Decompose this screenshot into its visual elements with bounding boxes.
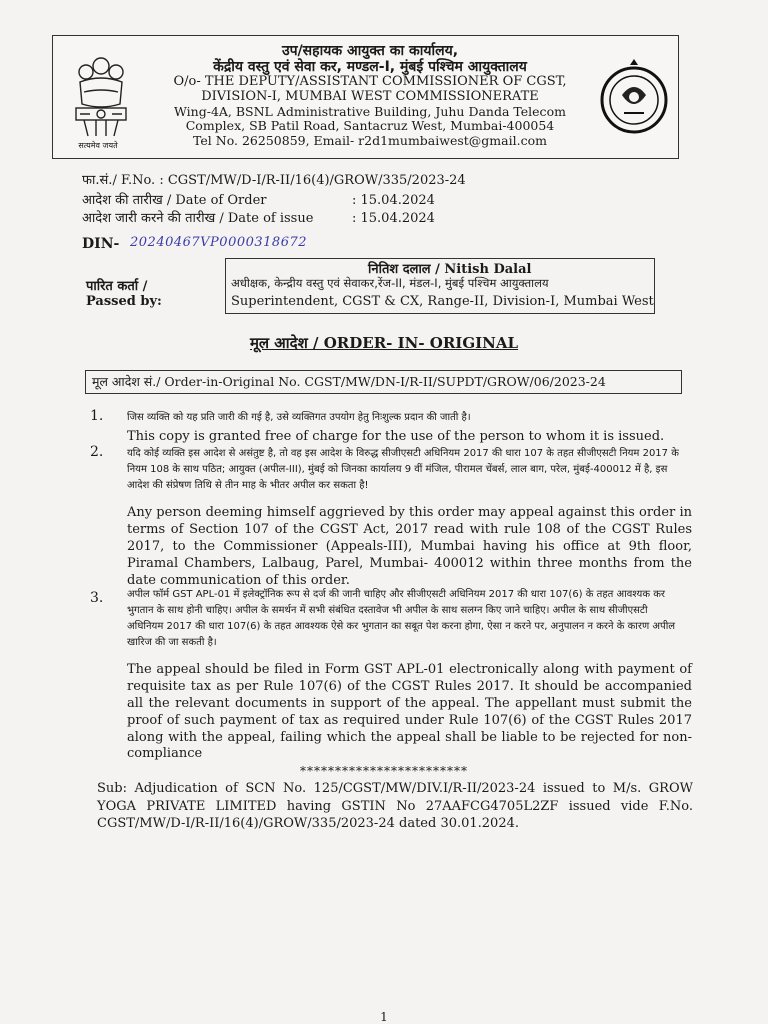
officer-designation-english: Superintendent, CGST & CX, Range-II, Division-I, Mumbai West (231, 294, 654, 309)
paragraph-hindi: जिस व्यक्ति को यह प्रति जारी की गई है, उसे व्यक्तिगत उपयोग हेतु निःशुल्क प्रदान की जाती है। (127, 412, 471, 423)
passed-by-label-english: Passed by: (86, 294, 162, 309)
date-of-issue-value: : 15.04.2024 (352, 211, 435, 226)
passed-by-label-hindi: पारित कर्ता / (86, 279, 148, 294)
page-number: 1 (380, 1010, 388, 1024)
address-line-2: Complex, SB Patil Road, Santacruz West, Mumbai-400054 (185, 118, 555, 134)
contact-line: Tel No. 26250859, Email- r2d1mumbaiwest@gmail.com (193, 132, 547, 148)
paragraph-hindi: यदि कोई व्यक्ति इस आदेश से असंतुष्ट है, तो वह इस आदेश के विरुद्ध सीजीएसटी अधिनियम 2017 की धारा 107 के तहत सीजीएसटी नियम 2017 के नियम 108 के साथ पठित; आयुक्त (अपील-III), मुंबई को जिनका कार्यालय 9 वीं मंजिल, पीरामल चेंबर्स, लाल बाग, परेल, मुंबई-400012 में है, इस आदेश की संप्रेषण तिथि से तीन माह के भीतर अपील कर सकता है! (127, 448, 679, 491)
paragraph-english: This copy is granted free of charge for the use of the person to whom it is issued. (127, 429, 665, 444)
order-number: मूल आदेश सं./ Order-in-Original No. CGST/MW/DN-I/R-II/SUPDT/GROW/06/2023-24 (92, 374, 606, 389)
date-of-issue-label: आदेश जारी करने की तारीख / Date of issue (82, 211, 314, 226)
address-line-1: Wing-4A, BSNL Administrative Building, Juhu Danda Telecom (174, 104, 566, 120)
officer-name: नितिश दलाल / Nitish Dalal (368, 262, 532, 277)
cbic-seal-icon (600, 55, 668, 145)
national-emblem-icon (66, 52, 136, 150)
date-of-order-value: : 15.04.2024 (352, 193, 435, 208)
office-title-english: O/o- THE DEPUTY/ASSISTANT COMMISSIONER OF CGST, (173, 74, 567, 90)
paragraph-english: Any person deeming himself aggrieved by this order may appeal against this order in terms of Section 107 of the CGST Act, 2017 read with rule 108 of the CGST Rules 2017, to the Commissioner (Appeals-III), Mumbai having his office at 9th floor, Piramal Chambers, Lalbaug, Parel, Mumbai- 400012 within three months from the date communication of this order. (127, 505, 692, 588)
office-title-hindi: उप/सहायक आयुक्त का कार्यालय, (281, 43, 459, 59)
department-title-hindi: केंद्रीय वस्तु एवं सेवा कर, मण्डल-I, मुंबई पश्चिम आयुक्तालय (213, 59, 527, 76)
din-label: DIN- (82, 236, 120, 252)
letterhead-text (140, 43, 600, 148)
paragraph-number: 1. (90, 408, 104, 424)
paragraph-number: 2. (90, 444, 104, 460)
order-title: मूल आदेश / ORDER- IN- ORIGINAL (249, 334, 519, 352)
date-of-order-row (82, 190, 435, 208)
din-value: 20240467VP0000318672 (130, 235, 308, 250)
paragraph-english: The appeal should be filed in Form GST APL-01 electronically along with payment of requisite tax as per Rule 107(6) of the CGST Rules 2017. It should be accompanied all the relevant documents in support of the appeal. The appellant must submit the proof of such payment of tax as required under Rule 107(6) of the CGST Rules 2017 along with the appeal, failing which the appeal shall be liable to be rejected for non-compliance (127, 662, 692, 762)
emblem-caption: सत्यमेव जयते (78, 141, 118, 150)
subject: Sub: Adjudication of SCN No. 125/CGST/MW/DIV.I/R-II/2023-24 issued to M/s. GROW YOGA PRIVATE LIMITED having GSTIN No 27AAFCG4705L2ZF issued vide F.No. CGST/MW/D-I/R-II/16(4)/GROW/335/2023-24 dated 30.01.2024. (97, 781, 693, 832)
paragraph-hindi: अपील फॉर्म GST APL-01 में इलेक्ट्रॉनिक रूप से दर्ज की जानी चाहिए और सीजीएसटी अधिनियम 2017 की धारा 107(6) के तहत आवश्यक कर भुगतान के साथ होनी चाहिए। अपील के समर्थन में सभी संबंधित दस्तावेज भी अपील के साथ सलग्न किए जाने चाहिए। अपील के साथ सीजीएसटी अधिनियम 2017 की धारा 107(6) के तहत आवश्यक ऐसे कर भुगतान का सबूत पेश करना होगा, ऐसा न करने पर, अनुपालन न करने के कारण अपील खारिज की जा सकती है। (127, 589, 676, 648)
division-title-english: DIVISION-I, MUMBAI WEST COMMISSIONERATE (201, 89, 539, 105)
separator: ************************ (300, 764, 468, 778)
file-number: फा.सं./ F.No. : CGST/MW/D-I/R-II/16(4)/GROW/335/2023-24 (82, 173, 466, 188)
paragraph-number: 3. (90, 590, 104, 606)
date-of-issue-row (82, 208, 435, 226)
date-of-order-label: आदेश की तारीख / Date of Order (82, 193, 267, 208)
officer-designation-hindi: अधीक्षक, केन्द्रीय वस्तु एवं सेवाकर,रेंज-II, मंडल-I, मुंबई पश्चिम आयुक्तालय (231, 276, 549, 290)
